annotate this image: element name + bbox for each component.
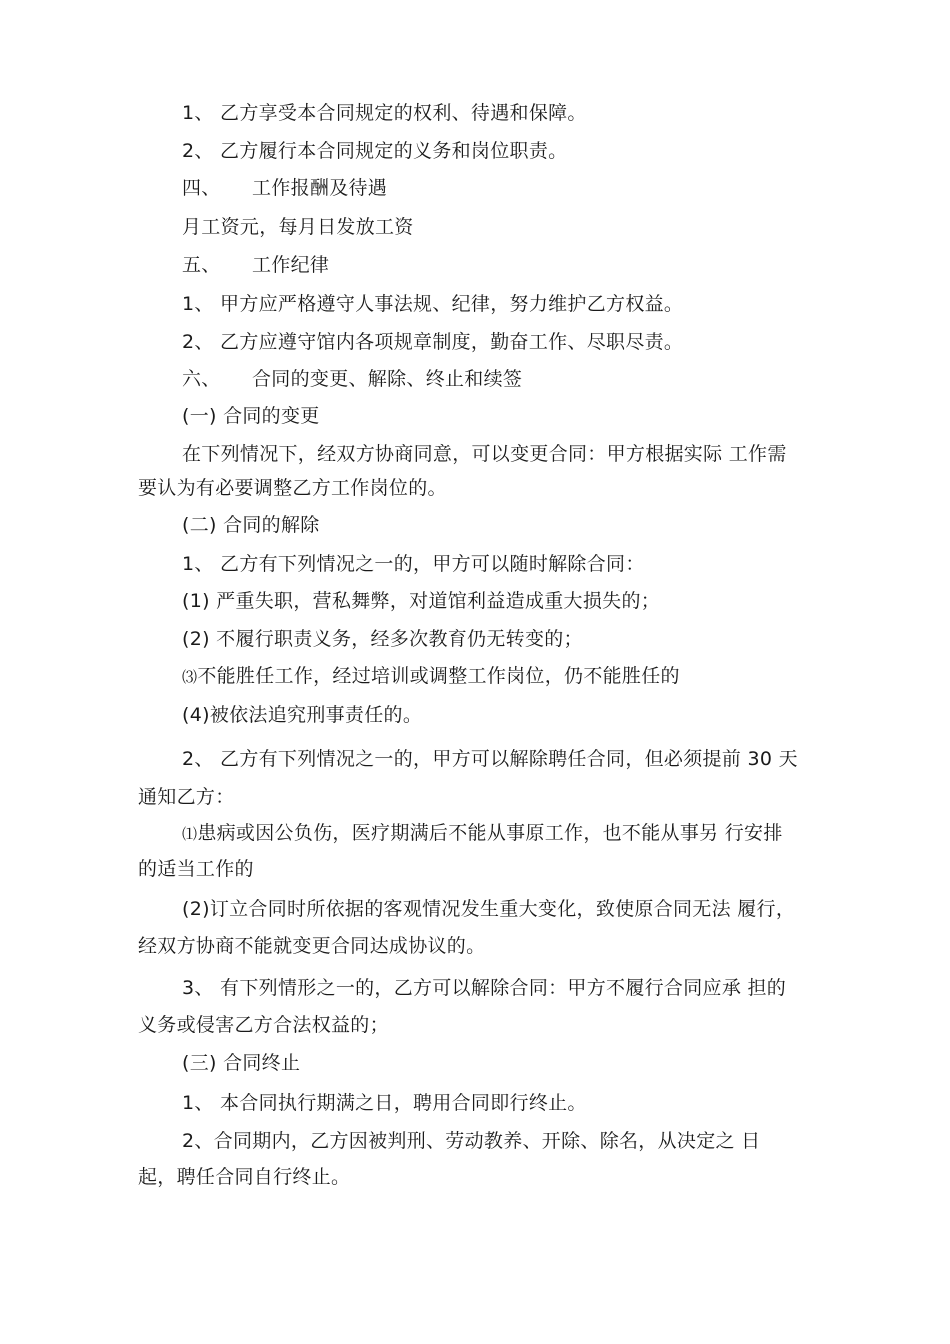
item-marker: ⑴ <box>182 825 198 843</box>
termination-item-2: (2) 不履行职责义务，经多次教育仍无转变的； <box>182 628 583 650</box>
section-heading-6 <box>182 367 522 391</box>
subsection-termination: (二) 合同的解除 <box>182 514 320 536</box>
section-number: 五、 <box>182 254 221 276</box>
subsection-change: (一) 合同的变更 <box>182 405 320 427</box>
termination-clause-2-line-1: 2、 乙方有下列情况之一的，甲方可以解除聘任合同，但必须提前 30 天 <box>182 748 798 770</box>
end-clause-2-line-1: 2、合同期内，乙方因被判刑、劳动教养、开除、除名，从决定之 日 <box>182 1130 761 1152</box>
section-title: 工作报酬及待遇 <box>252 177 388 199</box>
clause-rights: 1、 乙方享受本合同规定的权利、待遇和保障。 <box>182 102 587 124</box>
section-title: 合同的变更、解除、终止和续签 <box>252 368 523 390</box>
salary-text: 月工资元，每月日发放工资 <box>182 216 414 238</box>
item-text: 不能胜任工作，经过培训或调整工作岗位，仍不能胜任的 <box>197 665 680 687</box>
termination-item-1: (1) 严重失职，营私舞弊，对道馆利益造成重大损失的； <box>182 590 661 612</box>
notice-item-1-line-2: 的适当工作的 <box>138 858 254 880</box>
section-heading-5 <box>182 253 329 277</box>
change-paragraph-line-2: 要认为有必要调整乙方工作岗位的。 <box>138 477 447 499</box>
party-b-termination-line-1: 3、 有下列情形之一的，乙方可以解除合同：甲方不履行合同应承 担的 <box>182 977 787 999</box>
party-b-termination-line-2: 义务或侵害乙方合法权益的； <box>138 1014 389 1036</box>
section-number: 四、 <box>182 177 221 199</box>
termination-clause-1: 1、 乙方有下列情况之一的，甲方可以随时解除合同： <box>182 553 645 575</box>
notice-item-2-line-1: (2)订立合同时所依据的客观情况发生重大变化，致使原合同无法 履行， <box>182 898 796 920</box>
end-clause-1: 1、 本合同执行期满之日，聘用合同即行终止。 <box>182 1092 587 1114</box>
section-heading-4 <box>182 176 387 200</box>
subsection-end: (三) 合同终止 <box>182 1052 301 1074</box>
item-marker: ⑶ <box>182 668 198 686</box>
termination-item-3 <box>182 664 680 689</box>
notice-item-2-line-2: 经双方协商不能就变更合同达成协议的。 <box>138 935 486 957</box>
notice-item-1-line-1 <box>182 821 783 846</box>
change-paragraph-line-1: 在下列情况下，经双方协商同意，可以变更合同：甲方根据实际 工作需 <box>182 443 787 465</box>
termination-clause-2-line-2: 通知乙方： <box>138 786 235 808</box>
section-title: 工作纪律 <box>252 254 330 276</box>
discipline-clause-2: 2、 乙方应遵守馆内各项规章制度，勤奋工作、尽职尽责。 <box>182 331 684 353</box>
section-number: 六、 <box>182 368 221 390</box>
clause-duties: 2、 乙方履行本合同规定的义务和岗位职责。 <box>182 140 568 162</box>
termination-item-4: (4)被依法追究刑事责任的。 <box>182 704 423 726</box>
end-clause-2-line-2: 起，聘任合同自行终止。 <box>138 1166 351 1188</box>
discipline-clause-1: 1、 甲方应严格遵守人事法规、纪律，努力维护乙方权益。 <box>182 293 684 315</box>
item-text: 患病或因公负伤，医疗期满后不能从事原工作，也不能从事另 行安排 <box>197 822 783 844</box>
